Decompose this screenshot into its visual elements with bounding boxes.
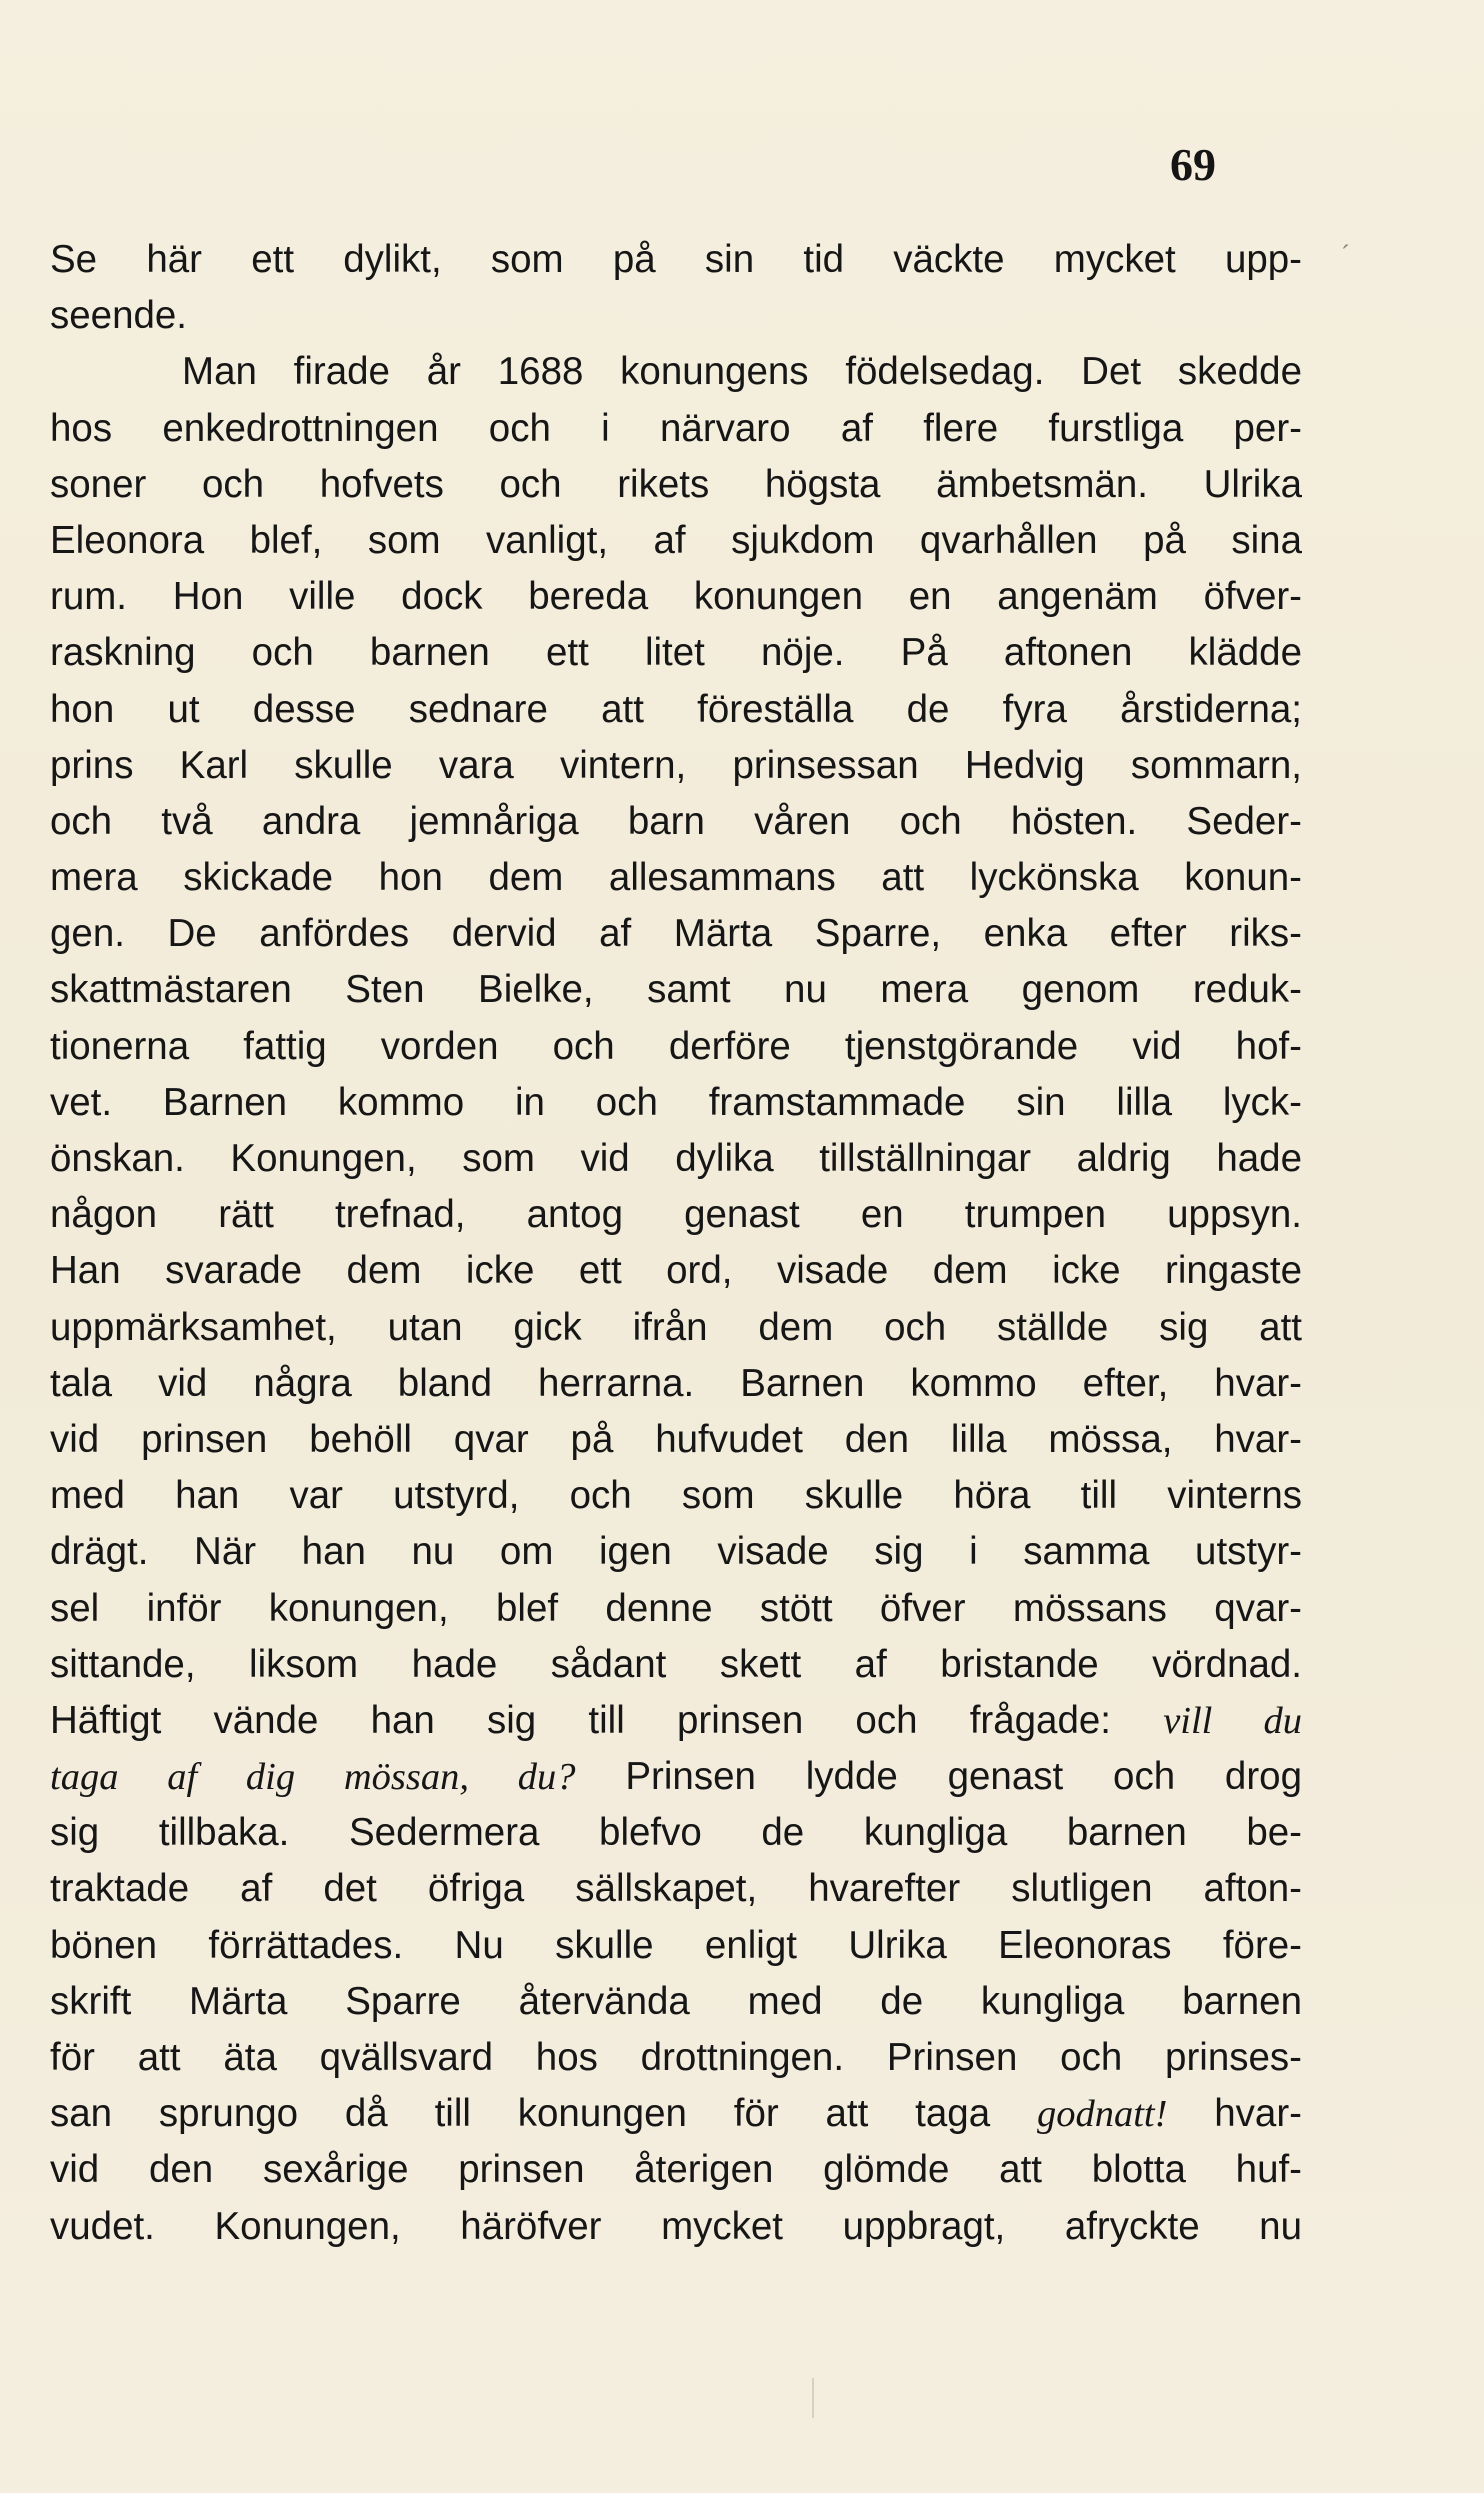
page-number: 69: [1170, 139, 1216, 190]
text-line: skrift Märta Sparre återvända med de kungliga barnen: [50, 1979, 1302, 2023]
text-line: sel inför konungen, blef denne stött öfver mössans qvar-: [50, 1586, 1302, 1630]
text-line: vid den sexårige prinsen återigen glömde att blotta huf-: [50, 2148, 1302, 2192]
text-segment: san sprungo då till konungen för att taga: [50, 2092, 1037, 2136]
text-line: gen. De anfördes dervid af Märta Sparre, enka efter riks-: [50, 912, 1302, 956]
text-line: någon rätt trefnad, antog genast en trumpen uppsyn.: [50, 1193, 1302, 1237]
text-segment: Prinsen lydde genast och drog: [575, 1755, 1302, 1799]
text-line: bönen förrättades. Nu skulle enligt Ulrika Eleonoras före-: [50, 1923, 1302, 1967]
text-line: mera skickade hon dem allesammans att lyckönska konun-: [50, 856, 1302, 900]
text-line: raskning och barnen ett litet nöje. På aftonen klädde: [50, 631, 1302, 675]
text-line: rum. Hon ville dock bereda konungen en angenäm öfver-: [50, 575, 1302, 619]
text-line: vid prinsen behöll qvar på hufvudet den lilla mössa, hvar-: [50, 1417, 1302, 1461]
text-line: seende.: [50, 294, 188, 338]
text-line: hos enkedrottningen och i närvaro af flere furstliga per-: [50, 406, 1302, 450]
text-line: vudet. Konungen, häröfver mycket uppbragt, afryckte nu: [50, 2204, 1302, 2248]
text-segment: hvar-: [1167, 2092, 1302, 2136]
italic-text: vill du: [1163, 1699, 1302, 1742]
text-line: med han var utstyrd, och som skulle höra till vinterns: [50, 1474, 1302, 1518]
body-text: [50, 232, 1302, 2255]
text-line: Man firade år 1688 konungens födelsedag. Det skedde: [182, 350, 1302, 394]
text-line: traktade af det öfriga sällskapet, hvarefter slutligen afton-: [50, 1867, 1302, 1911]
text-line: drägt. När han nu om igen visade sig i samma utstyr-: [50, 1530, 1302, 1574]
text-line: önskan. Konungen, som vid dylika tillställningar aldrig hade: [50, 1137, 1302, 1180]
text-line: prins Karl skulle vara vintern, prinsessan Hedvig sommarn,: [50, 743, 1302, 787]
text-line: vet. Barnen kommo in och framstammade sin lilla lyck-: [50, 1080, 1302, 1124]
text-line: skattmästaren Sten Bielke, samt nu mera genom reduk-: [50, 968, 1302, 1012]
text-line: Han svarade dem icke ett ord, visade dem icke ringaste: [50, 1249, 1302, 1293]
text-line: sig tillbaka. Sedermera blefvo de kungliga barnen be-: [50, 1811, 1302, 1855]
text-line: tala vid några bland herrarna. Barnen kommo efter, hvar-: [50, 1361, 1302, 1405]
text-line: uppmärksamhet, utan gick ifrån dem och ställde sig att: [50, 1305, 1302, 1349]
text-segment: Häftigt vände han sig till prinsen och frågade:: [50, 1698, 1164, 1742]
text-line: [50, 1693, 1302, 1749]
paper-mark: [812, 2378, 814, 2418]
italic-text: taga af dig mössan, du?: [50, 1756, 576, 1799]
text-line: [50, 1749, 1302, 1805]
text-line: tionerna fattig vorden och derföre tjenstgörande vid hof-: [50, 1024, 1302, 1068]
text-line: [50, 2086, 1302, 2142]
text-line: Se här ett dylikt, som på sin tid väckte mycket upp-: [50, 238, 1302, 281]
text-line: Eleonora blef, som vanligt, af sjukdom qvarhållen på sina: [50, 518, 1302, 562]
italic-text: godnatt!: [1036, 2093, 1168, 2136]
text-line: hon ut desse sednare att föreställa de fyra årstiderna;: [50, 687, 1302, 731]
margin-mark: ´: [1342, 240, 1351, 270]
text-line: för att äta qvällsvard hos drottningen. Prinsen och prinses-: [50, 2036, 1302, 2079]
text-line: och två andra jemnåriga barn våren och hösten. Seder-: [50, 799, 1302, 843]
text-line: sittande, liksom hade sådant skett af bristande vördnad.: [50, 1642, 1302, 1686]
text-line: soner och hofvets och rikets högsta ämbetsmän. Ulrika: [50, 462, 1302, 506]
